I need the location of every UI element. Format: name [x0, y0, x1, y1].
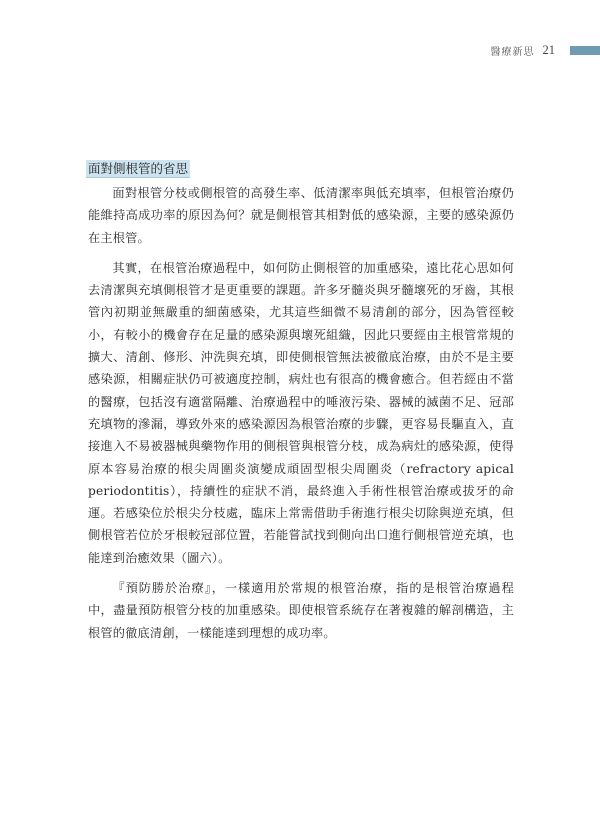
header-accent-bar — [570, 46, 600, 55]
section-heading: 面對側根管的省思 — [88, 161, 189, 176]
paragraph: 『預防勝於治療』，一樣適用於常規的根管治療，指的是根管治療過程中，盡量預防根管分枝的加重感染。即使根管系統存在著複雜的解剖構造，主根管的徹底清創，一樣能達到理想的成功率。 — [88, 581, 514, 640]
page-number: 21 — [542, 42, 555, 57]
journal-title: 醫療新思 — [490, 46, 535, 58]
body-text — [88, 182, 514, 644]
running-header — [491, 41, 600, 59]
paragraph: 面對根管分枝或側根管的高發生率、低清潔率與低充填率，但根管治療仍能維持高成功率的原因為何？就是側根管其相對低的感染源，主要的感染源仍在主根管。 — [88, 186, 514, 245]
paragraph: 其實，在根管治療過程中，如何防止側根管的加重感染，遠比花心思如何去清潔與充填側根管才是更重要的課題。許多牙髓炎與牙髓壞死的牙齒，其根管內初期並無嚴重的細菌感染，尤其這些細微不易清創的部分，因為管徑較小，有較小的機會存在足量的感染源與壞死組織，因此只要經由主根管常規的擴大、清創、修形、沖洗與充填，即使側根管無法被徹底治療，由於不是主要感染源，相關症狀仍可被適度控制，病灶也有很高的機會癒合。但若經由不當的醫療，包括沒有適當隔離、治療過程中的唾液污染、器械的滅菌不足、冠部充填物的滲漏，導致外來的感染源因為根管治療的步驟，更容易長驅直入，直接進入不易被器械與藥物作用的側根管與根管分枝，成為病灶的感染源，使得原本容易治療的根尖周圍炎演變成頑固型根尖周圍炎（refractory apical periodontitis），持續性的症狀不消，最終進入手術性根管治療或拔牙的命運。若感染位於根尖分枝處，臨床上常需借助手術進行根尖切除與逆充填，但側根管若位於牙根較冠部位置，若能嘗試找到側向出口進行側根管逆充填，也能達到治癒效果（圖六）。 — [88, 260, 514, 565]
